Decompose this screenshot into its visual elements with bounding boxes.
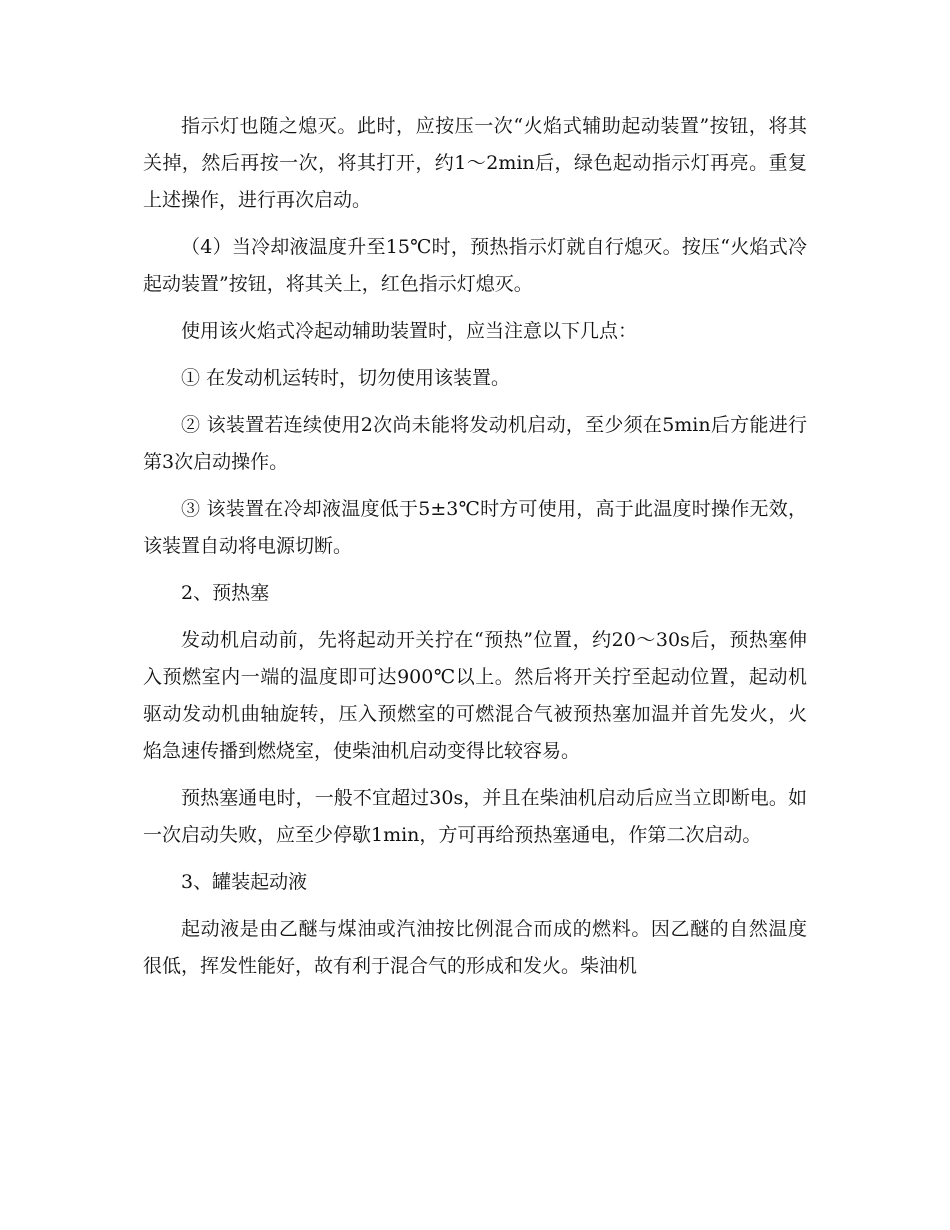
list-item-note-2: ② 该装置若连续使用2次尚未能将发动机启动，至少须在5min后方能进行第3次启动操作。	[143, 414, 807, 473]
section-heading-starting-fluid: 3、罐装起动液	[181, 871, 308, 893]
paragraph-glow-plug-caution: 预热塞通电时，一般不宜超过30s，并且在柴油机启动后应当立即断电。如一次启动失败，应至少停歇1min，方可再给预热塞通电，作第二次启动。	[143, 787, 807, 846]
document-body	[143, 108, 807, 995]
paragraph-starting-fluid: 起动液是由乙醚与煤油或汽油按比例混合而成的燃料。因乙醚的自然温度很低，挥发性能好，故有利于混合气的形成和发火。柴油机	[143, 918, 807, 977]
paragraph-glow-plug-procedure: 发动机启动前，先将起动开关拧在“预热”位置，约20～30s后，预热塞伸入预燃室内一端的温度即可达900℃以上。然后将开关拧至起动位置，起动机驱动发动机曲轴旋转，压入预燃室的可燃混合气被预热塞加温并首先发火，火焰急速传播到燃烧室，使柴油机启动变得比较容易。	[143, 629, 807, 762]
section-heading-glow-plug: 2、预热塞	[181, 582, 270, 604]
list-item-note-3: ③ 该装置在冷却液温度低于5±3℃时方可使用，高于此温度时操作无效，该装置自动将电源切断。	[143, 498, 807, 557]
paragraph-usage-notes-intro: 使用该火焰式冷起动辅助装置时，应当注意以下几点：	[181, 320, 638, 342]
paragraph-step-4: （4）当冷却液温度升至15℃时，预热指示灯就自行熄灭。按压“火焰式冷起动装置”按钮，将其关上，红色指示灯熄灭。	[143, 236, 807, 295]
list-item-note-1: ① 在发动机运转时，切勿使用该装置。	[181, 367, 511, 389]
paragraph-cold-start-retry: 指示灯也随之熄灭。此时，应按压一次“火焰式辅助起动装置”按钮，将其关掉，然后再按一次，将其打开，约1～2min后，绿色起动指示灯再亮。重复上述操作，进行再次启动。	[143, 115, 807, 211]
